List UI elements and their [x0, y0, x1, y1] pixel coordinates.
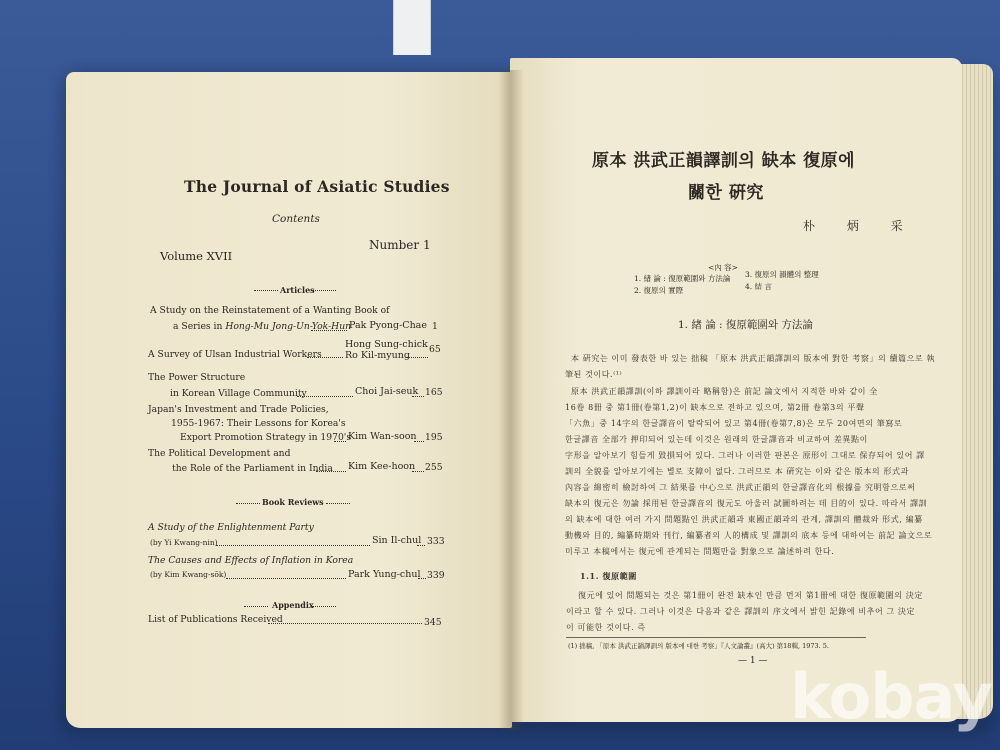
leader-dots	[226, 578, 346, 579]
section-rule	[312, 290, 336, 291]
toc-entry-title: 1955-1967: Their Lessons for Korea's	[171, 418, 346, 429]
toc-author: Pak Pyong-Chae	[349, 320, 427, 331]
article-title: 原本 洪武正韻譯訓의 缺本 復原에	[592, 151, 856, 171]
toc-entry-title: the Role of the Parliament in India	[172, 463, 333, 474]
toc-entry-title: Japan's Investment and Trade Policies,	[148, 404, 329, 415]
toc-author: Hong Sung-chick	[345, 339, 428, 350]
contents-item: 1. 緖 論 : 復原範圍와 方法論	[634, 274, 731, 283]
toc-page-number: 255	[425, 462, 443, 473]
leader-dots	[311, 330, 347, 331]
toc-page-number: 345	[424, 617, 442, 628]
body-line: 內容을 綿密히 檢討하여 그 結果를 中心으로 洪武正韻의 한글譯音化의 根據를 究明함으로써	[565, 483, 916, 492]
section-heading: 1. 緖 論 : 復原範圍와 方法論	[678, 319, 813, 331]
contents-label: Contents	[272, 213, 320, 225]
toc-author: Choi Jai-seuk	[355, 386, 419, 397]
subsection-heading: 1.1. 復原範圍	[580, 571, 637, 581]
toc-page-number: 339	[427, 570, 445, 581]
section-rule	[326, 503, 350, 504]
toc-author: Ro Kil-myung	[345, 350, 410, 361]
toc-entry-title: List of Publications Received	[148, 614, 283, 625]
body-line: 動機와 目的, 編纂時期와 刊行, 編纂者의 人的構成 및 譯訓의 底本 등에 대하여는 前記 論文으로	[565, 531, 933, 540]
toc-entry-title: A Study on the Reinstatement of a Wanting Book of	[150, 305, 390, 316]
toc-entry-title: in Korean Village Community	[170, 388, 307, 399]
journal-title: The Journal of Asiatic Studies	[184, 177, 450, 196]
body-line: 缺本의 復元은 勿論 採用된 한글譯音의 復元도 아울러 試圖하려는 데 目的이 있다. 따라서 譯訓	[565, 499, 928, 508]
leader-dots	[406, 357, 428, 358]
leader-dots	[297, 396, 353, 397]
body-line: 訓의 全貌를 알아보기에는 별로 支障이 없다. 그러므로 本 硏究는 이와 같은 版本의 形式과	[565, 467, 909, 476]
toc-page-number: 195	[425, 432, 443, 443]
leader-dots	[216, 545, 370, 546]
leader-dots	[414, 441, 424, 442]
review-original-author: (by Yi Kwang-nin)	[150, 538, 218, 547]
contents-item: 3. 復原의 韻體의 整理	[745, 270, 819, 279]
leader-dots	[412, 396, 424, 397]
section-rule	[312, 606, 336, 607]
body-line: 이라고 할 수 있다. 그러나 이것은 다음과 같은 譯訓의 序文에서 밝힌 記錄에 비추어 그 決定	[566, 607, 916, 616]
page-number: — 1 —	[738, 656, 768, 666]
toc-author: Sin Il-chul	[372, 535, 422, 546]
body-line: 이 可能한 것이다. 즉	[566, 623, 646, 632]
body-line: 筆된 것이다.⁽¹⁾	[565, 370, 623, 379]
toc-author: Park Yung-chul	[348, 569, 421, 580]
leader-dots	[417, 545, 425, 546]
body-line: 本 硏究는 이미 發表한 바 있는 拙稿 「原本 洪武正韻譯訓의 版本에 對한 考察」의 續篇으로 執	[571, 354, 936, 363]
toc-page-number: 165	[425, 387, 443, 398]
body-line: 字形을 알아보기 힘들게 毀損되어 있다. 그러나 이러한 판본은 原形이 그대로 保存되어 있어 譯	[565, 451, 925, 460]
leader-dots	[418, 578, 426, 579]
contents-item: 4. 結 言	[745, 282, 772, 291]
toc-author: Kim Kee-hoon	[348, 461, 416, 472]
contents-box-heading: <內 容>	[708, 263, 738, 272]
leader-dots	[307, 357, 343, 358]
left-page	[66, 72, 512, 728]
footnote: (1) 拙稿, 「原本 洪武正韻譯訓의 版本에 대한 考察」『人文論叢』(高大) 第18輯, 1973. 5.	[568, 642, 829, 650]
bookmark-ribbon	[393, 0, 431, 55]
leader-dots	[316, 471, 346, 472]
section-rule	[254, 290, 278, 291]
toc-page-number: 65	[429, 344, 441, 355]
book-gutter	[498, 70, 524, 730]
body-line: 미루고 本稿에서는 復元에 관계되는 問題만을 對象으로 論述하려 한다.	[565, 547, 835, 556]
body-line: 「六魚」중 14字의 한글譯音이 탈락되어 있고 第4冊(卷第7,8)은 모두 20여면의 筆寫로	[565, 419, 903, 428]
footnote-rule	[566, 637, 866, 638]
watermark-logo: kobay	[790, 660, 992, 733]
body-line: 한글譯音 全部가 押印되어 있는데 이것은 원래의 한글譯音과 비교하여 差異點이	[565, 435, 868, 444]
leader-dots	[412, 471, 424, 472]
toc-entry-title: The Political Development and	[148, 448, 291, 459]
book-reviews-heading: Book Reviews	[262, 497, 324, 507]
toc-entry-title: Export Promotion Strategy in 1970's	[180, 432, 352, 443]
number-label: Number 1	[369, 238, 431, 252]
contents-item: 2. 復原의 實際	[634, 286, 684, 295]
articles-heading: Articles	[280, 285, 315, 295]
toc-entry-title: a Series in Hong-Mu Jong-Un-Yok-Hun	[173, 321, 352, 332]
article-title: 關한 硏究	[688, 183, 764, 203]
leader-dots	[334, 441, 346, 442]
body-line: 16卷 8冊 중 第1冊(卷第1,2)이 缺本으로 전하고 있으며, 第2冊 卷第3의 平聲	[565, 403, 865, 412]
section-rule	[236, 503, 260, 504]
toc-author: Kim Wan-soon	[348, 431, 417, 442]
toc-entry-title: The Power Structure	[148, 372, 246, 383]
article-author: 朴 炳 采	[803, 219, 917, 233]
toc-page-number: 333	[427, 536, 445, 547]
body-line: 原本 洪武正韻譯訓(이하 譯訓이라 略稱함)은 前記 論文에서 지적한 바와 같이 全	[571, 387, 878, 396]
toc-page-number: 1	[432, 321, 438, 332]
review-original-author: (by Kim Kwang-sŏk)	[150, 570, 227, 579]
leader-dots	[268, 623, 422, 624]
appendix-heading: Appendix	[272, 600, 314, 610]
toc-entry-title: A Survey of Ulsan Industrial Workers	[148, 349, 322, 360]
body-line: 復元에 있어 問題되는 것은 第1冊이 완전 缺本인 만큼 먼저 第1冊에 대한 復原範圍의 決定	[578, 591, 923, 600]
review-title: The Causes and Effects of Inflation in Korea	[148, 555, 354, 566]
volume-label: Volume XVII	[160, 249, 233, 263]
review-title: A Study of the Enlightenment Party	[148, 522, 314, 533]
body-line: 의 缺本에 대한 여러 가지 問題點인 洪武正韻과 東國正韻과의 관계, 譯訓의 體裁와 形式, 編纂	[565, 515, 923, 524]
section-rule	[244, 606, 268, 607]
